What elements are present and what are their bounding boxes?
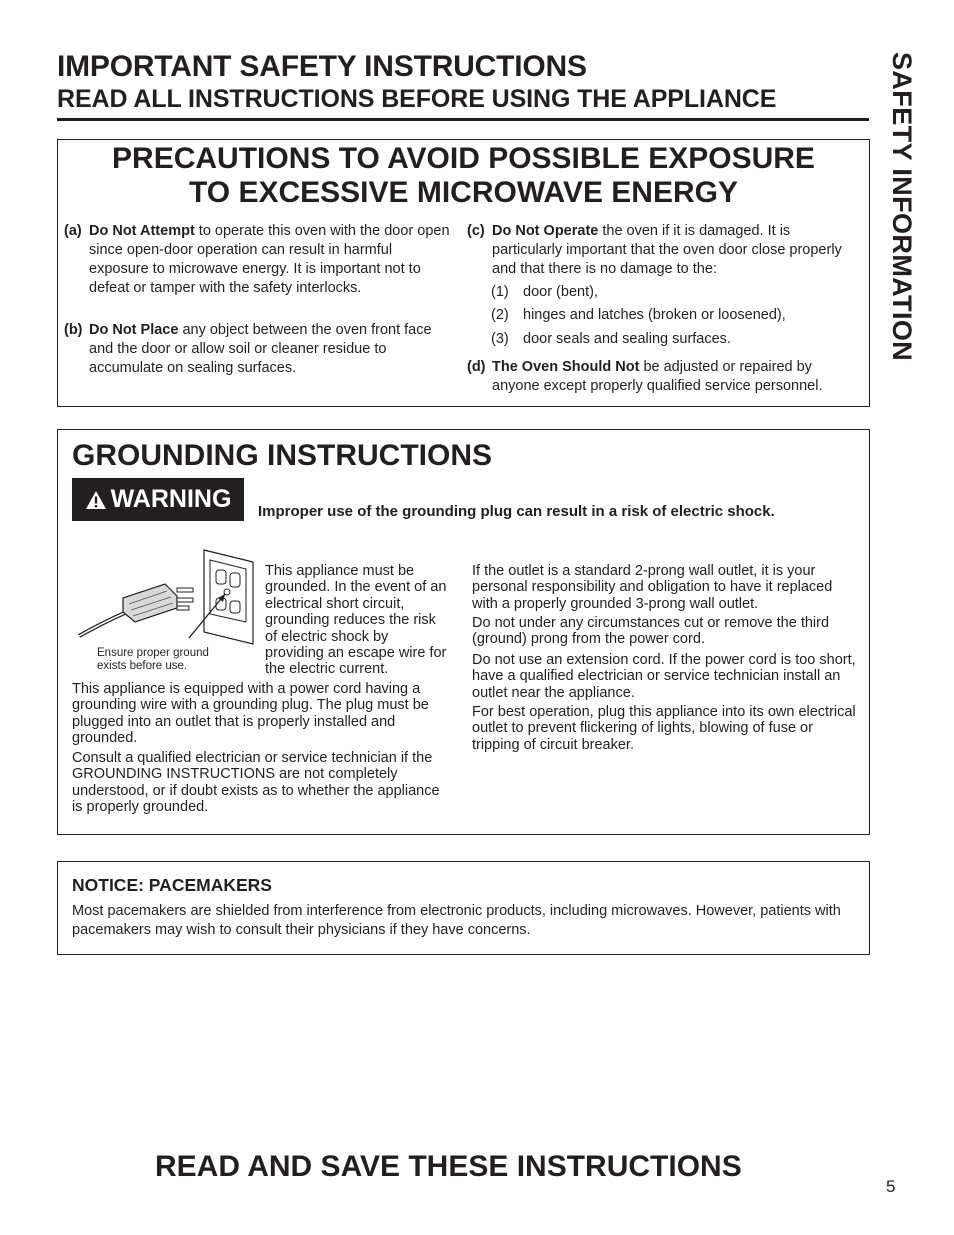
item-label: (b) (64, 322, 83, 338)
precaution-subitem-2 (491, 306, 786, 325)
notice-text: Most pacemakers are shielded from interference from electronic products, including microwaves. However, patients with pacemakers may wish to consult their physicians if they have concerns. (72, 903, 841, 938)
subitem-number: (3) (491, 331, 509, 347)
item-label: (c) (467, 223, 485, 239)
grounding-left-para-2: This appliance is equipped with a power cord having a grounding wire with a grounding plug. The plug must be plugged into an outlet that is properly installed and grounded. (72, 681, 429, 747)
subitem-number: (1) (491, 284, 509, 300)
illustration-caption: Ensure proper ground exists before use. (97, 647, 209, 672)
item-text: be adjusted or repaired by anyone except properly qualified service personnel. (492, 359, 823, 394)
page-number: 5 (886, 1177, 896, 1196)
grounded-plug-illustration (77, 548, 257, 646)
grounding-title: GROUNDING INSTRUCTIONS (72, 439, 492, 472)
footer-heading: READ AND SAVE THESE INSTRUCTIONS (155, 1150, 742, 1183)
notice-title: NOTICE: PACEMAKERS (72, 875, 272, 895)
side-tab-label: SAFETY INFORMATION (887, 52, 917, 362)
precaution-item-d (467, 358, 857, 396)
item-lead: The Oven Should Not (492, 359, 640, 375)
page-title: IMPORTANT SAFETY INSTRUCTIONS (57, 50, 587, 83)
precaution-item-c (467, 222, 847, 279)
warning-badge (72, 478, 244, 521)
subitem-text: door (bent), (523, 284, 598, 300)
item-text: any object between the oven front face and the door or allow soil or cleaner residue to accumulate on sealing surfaces. (89, 322, 432, 376)
page-subtitle: READ ALL INSTRUCTIONS BEFORE USING THE APPLIANCE (57, 85, 777, 113)
precautions-title-line2: TO EXCESSIVE MICROWAVE ENERGY (189, 176, 738, 209)
precautions-title (57, 142, 870, 210)
grounding-right-para-4: For best operation, plug this appliance into its own electrical outlet to prevent flickering of lights, blowing of fuse or tripping of circuit breaker. (472, 704, 856, 753)
subitem-number: (2) (491, 307, 509, 323)
item-label: (d) (467, 359, 486, 375)
item-lead: Do Not Operate (492, 223, 599, 239)
warning-label: WARNING (110, 485, 232, 513)
item-text: the oven if it is damaged. It is particularly important that the oven door close properly and that there is no damage to the: (492, 223, 842, 277)
precaution-item-b (64, 321, 450, 378)
subitem-text: door seals and sealing surfaces. (523, 331, 731, 347)
item-label: (a) (64, 223, 82, 239)
precaution-subitem-1 (491, 283, 598, 302)
precaution-subitem-3 (491, 330, 731, 349)
grounding-right-para-2: Do not under any circumstances cut or remove the third (ground) prong from the power cord. (472, 615, 830, 648)
grounding-left-para-1: This appliance must be grounded. In the event of an electrical short circuit, grounding reduces the risk of electric shock by providing an escape wire for the electric current. (265, 563, 447, 678)
grounding-left-para-3: Consult a qualified electrician or service technician if the GROUNDING INSTRUCTIONS are not completely understood, or if doubt exists as to whether the appliance is properly grounded. (72, 750, 440, 816)
grounding-right-para-1: If the outlet is a standard 2-prong wall outlet, it is your personal responsibility and obligation to have it replaced with a properly grounded 3-prong wall outlet. (472, 563, 833, 612)
item-text: to operate this oven with the door open since open-door operation can result in harmful exposure to microwave energy. It is important not to defeat or tamper with the safety interlocks. (89, 223, 450, 296)
warning-message: Improper use of the grounding plug can result in a risk of electric shock. (258, 503, 775, 520)
grounding-right-para-3: Do not use an extension cord. If the power cord is too short, have a qualified electrician or service technician install an outlet near the appliance. (472, 652, 856, 701)
precautions-title-line1: PRECAUTIONS TO AVOID POSSIBLE EXPOSURE (112, 142, 815, 175)
precaution-item-a (64, 222, 450, 298)
item-lead: Do Not Place (89, 322, 179, 338)
warning-triangle-icon (85, 490, 107, 510)
subitem-text: hinges and latches (broken or loosened), (523, 307, 786, 323)
header-rule (57, 118, 869, 121)
item-lead: Do Not Attempt (89, 223, 195, 239)
